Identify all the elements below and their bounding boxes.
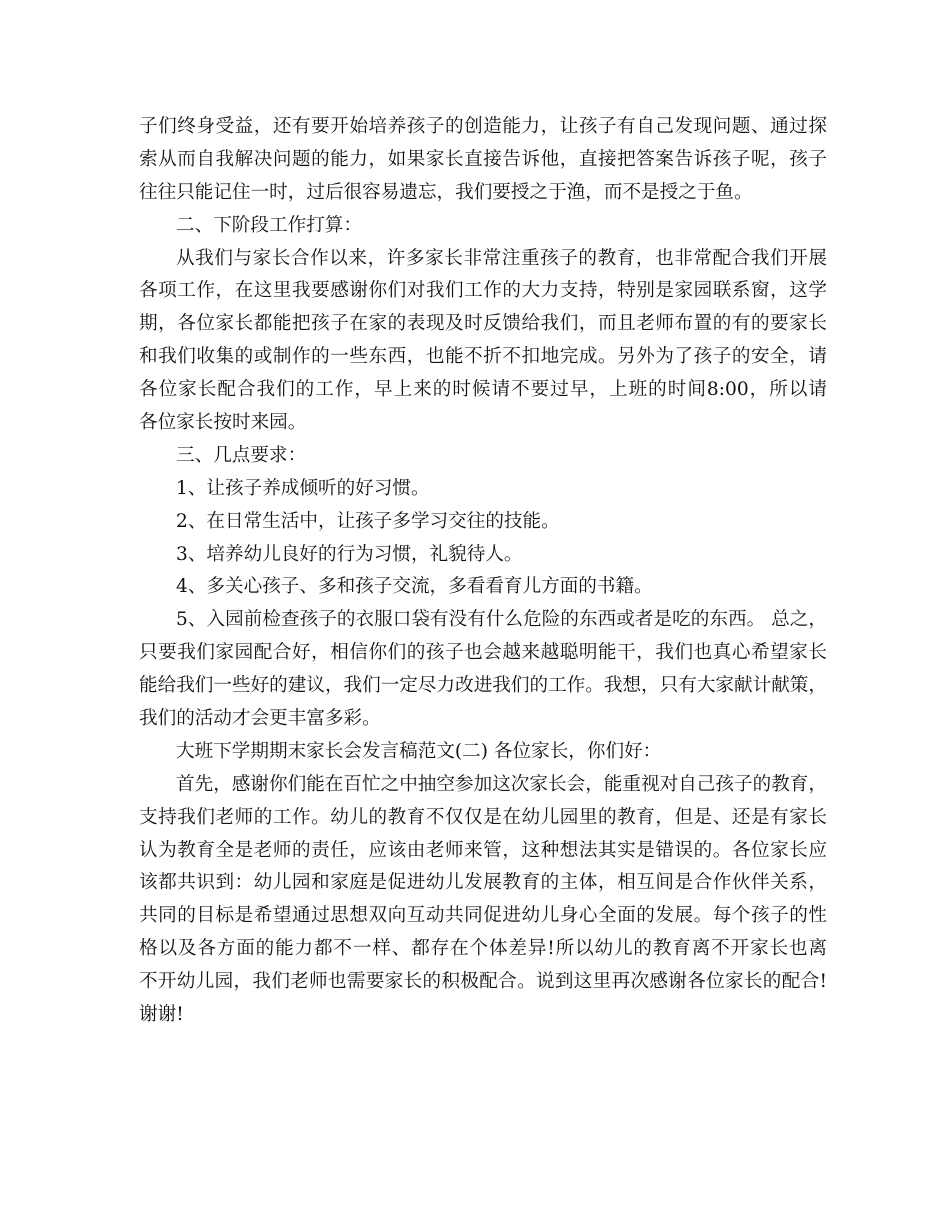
text-line: 大班下学期期末家长会发言稿范文(二) 各位家长，你们好： (176, 740, 662, 762)
text-line: 从我们与家长合作以来，许多家长非常注重孩子的教育，也非常配合我们开展 (176, 247, 827, 269)
text-line: 认为教育全是老师的责任，应该由老师来管，这种想法其实是错误的。各位家长应 (139, 839, 827, 861)
text-line: 4、多关心孩子、多和孩子交流，多看看育儿方面的书籍。 (176, 576, 653, 598)
text-line: 共同的目标是希望通过思想双向互动共同促进幼儿身心全面的发展。每个孩子的性 (139, 905, 827, 927)
text-line: 各位家长配合我们的工作，早上来的时候请不要过早，上班的时间8:00，所以请 (139, 379, 827, 401)
text-line: 三、几点要求： (176, 444, 307, 466)
text-line: 格以及各方面的能力都不一样、都存在个体差异!所以幼儿的教育离不开家长也离 (139, 938, 827, 960)
text-line: 首先，感谢你们能在百忙之中抽空参加这次家长会，能重视对自己孩子的教育， (176, 773, 827, 795)
text-line: 该都共识到：幼儿园和家庭是促进幼儿发展教育的主体，相互间是合作伙伴关系， (139, 872, 827, 894)
text-line: 往往只能记住一时，过后很容易遗忘，我们要授之于渔，而不是授之于鱼。 (139, 181, 753, 203)
text-line: 1、让孩子养成倾听的好习惯。 (176, 477, 430, 499)
text-line: 各位家长按时来园。 (139, 412, 307, 434)
document-body (139, 111, 827, 1032)
text-line: 能给我们一些好的建议，我们一定尽力改进我们的工作。我想，只有大家献计献策， (139, 675, 827, 697)
text-line: 5、入园前检查孩子的衣服口袋有没有什么危险的东西或者是吃的东西。 总之， (176, 609, 827, 631)
text-line: 索从而自我解决问题的能力，如果家长直接告诉他，直接把答案告诉孩子呢，孩子 (139, 148, 827, 170)
text-line: 和我们收集的或制作的一些东西，也能不折不扣地完成。另外为了孩子的安全，请 (139, 346, 827, 368)
text-line: 支持我们老师的工作。幼儿的教育不仅仅是在幼儿园里的教育，但是、还是有家长 (139, 806, 827, 828)
text-line: 2、在日常生活中，让孩子多学习交往的技能。 (176, 510, 560, 532)
text-line: 我们的活动才会更丰富多彩。 (139, 708, 381, 730)
text-line: 只要我们家园配合好，相信你们的孩子也会越来越聪明能干，我们也真心希望家长 (139, 642, 827, 664)
text-line: 子们终身受益，还有要开始培养孩子的创造能力，让孩子有自己发现问题、通过探 (139, 116, 827, 137)
text-line: 各项工作，在这里我要感谢你们对我们工作的大力支持，特别是家园联系窗，这学 (139, 280, 827, 302)
text-line: 3、培养幼儿良好的行为习惯，礼貌待人。 (176, 543, 523, 565)
text-line: 期，各位家长都能把孩子在家的表现及时反馈给我们，而且老师布置的有的要家长 (139, 313, 827, 335)
text-line: 谢谢! (139, 1004, 184, 1026)
text-line: 二、下阶段工作打算： (176, 214, 362, 236)
text-line: 不开幼儿园，我们老师也需要家长的积极配合。说到这里再次感谢各位家长的配合! (139, 971, 827, 993)
